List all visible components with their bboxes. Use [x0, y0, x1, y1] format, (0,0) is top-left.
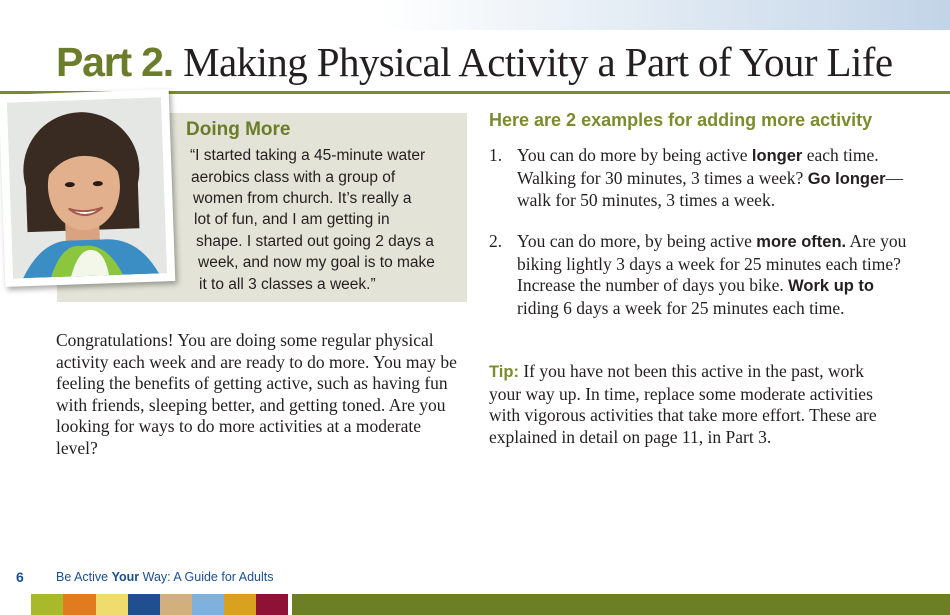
footer-text-part: Be Active — [56, 570, 112, 584]
title-text: Making Physical Activity a Part of Your Life — [183, 39, 893, 85]
quote-line: shape. I started out going 2 days a — [196, 233, 434, 250]
header-gradient-band — [0, 0, 950, 30]
part-label: Part 2. — [56, 39, 173, 85]
tip-text: If you have not been this active in the past, work your way up. In time, replace some moderate activities with vigorous activities that take more effort. These are explained in detail on page 11, in Part 3. — [489, 361, 877, 447]
item-emphasis: longer — [751, 147, 803, 165]
quote-line: “I started taking a 45-minute water — [190, 147, 426, 164]
item-emphasis: more often. — [756, 233, 847, 251]
color-swatch — [192, 594, 224, 615]
page-title — [56, 38, 892, 86]
item-text — [517, 231, 909, 319]
item-text-part: You can do more, by being active — [517, 231, 757, 251]
photo-frame — [0, 89, 175, 287]
color-swatch — [160, 594, 192, 615]
doing-more-title: Doing More — [186, 119, 291, 140]
color-swatch — [256, 594, 288, 615]
item-text-part: Are you biking lightly 3 days a week for 25 minutes each time? Increase the number of days you bike. — [517, 231, 907, 296]
quote-line: aerobics class with a group of — [191, 169, 396, 186]
tip-label: Tip: — [489, 363, 519, 381]
color-swatch — [63, 594, 96, 615]
quote-line: it to all 3 classes a week.” — [199, 276, 376, 293]
woman-photo — [7, 97, 167, 278]
color-swatch — [292, 594, 950, 615]
page-number: 6 — [16, 569, 24, 585]
footer-text-part: Way: A Guide for Adults — [139, 570, 274, 584]
examples-heading: Here are 2 examples for adding more activity — [489, 110, 873, 130]
color-swatch — [224, 594, 256, 615]
color-swatch — [0, 594, 31, 615]
item-text-part: You can do more by being active — [517, 145, 752, 165]
footer-text-bold: Your — [111, 570, 140, 584]
portrait-illustration — [7, 97, 167, 278]
footer-guide-title — [56, 570, 273, 584]
footer-color-bar — [0, 594, 950, 615]
item-text-part: each time. Walking for 30 minutes, 3 times a week? — [517, 145, 879, 188]
color-swatch — [96, 594, 128, 615]
intro-paragraph: Congratulations! You are doing some regular physical activity each week and are ready to do more. You may be feeling the benefits of getting active, such as having fun with friends, sleeping better, and getting toned. Are you looking for ways to do more activities at a moderate level? — [56, 330, 457, 458]
item-number: 1. — [489, 145, 503, 165]
color-swatch — [31, 594, 63, 615]
tip-paragraph — [489, 361, 899, 448]
quote-line: women from church. It’s really a — [193, 190, 412, 207]
item-text — [517, 145, 909, 212]
item-emphasis: Work up to — [788, 277, 875, 296]
item-emphasis: Go longer — [807, 169, 886, 188]
color-swatch — [128, 594, 160, 615]
item-text-part: —walk for 50 minutes, 3 times a week. — [517, 167, 904, 211]
item-text-part: riding 6 days a week for 25 minutes each time. — [517, 297, 845, 318]
quote-line: lot of fun, and I am getting in — [194, 211, 390, 228]
item-number: 2. — [489, 231, 503, 251]
quote-line: week, and now my goal is to make — [198, 254, 435, 271]
